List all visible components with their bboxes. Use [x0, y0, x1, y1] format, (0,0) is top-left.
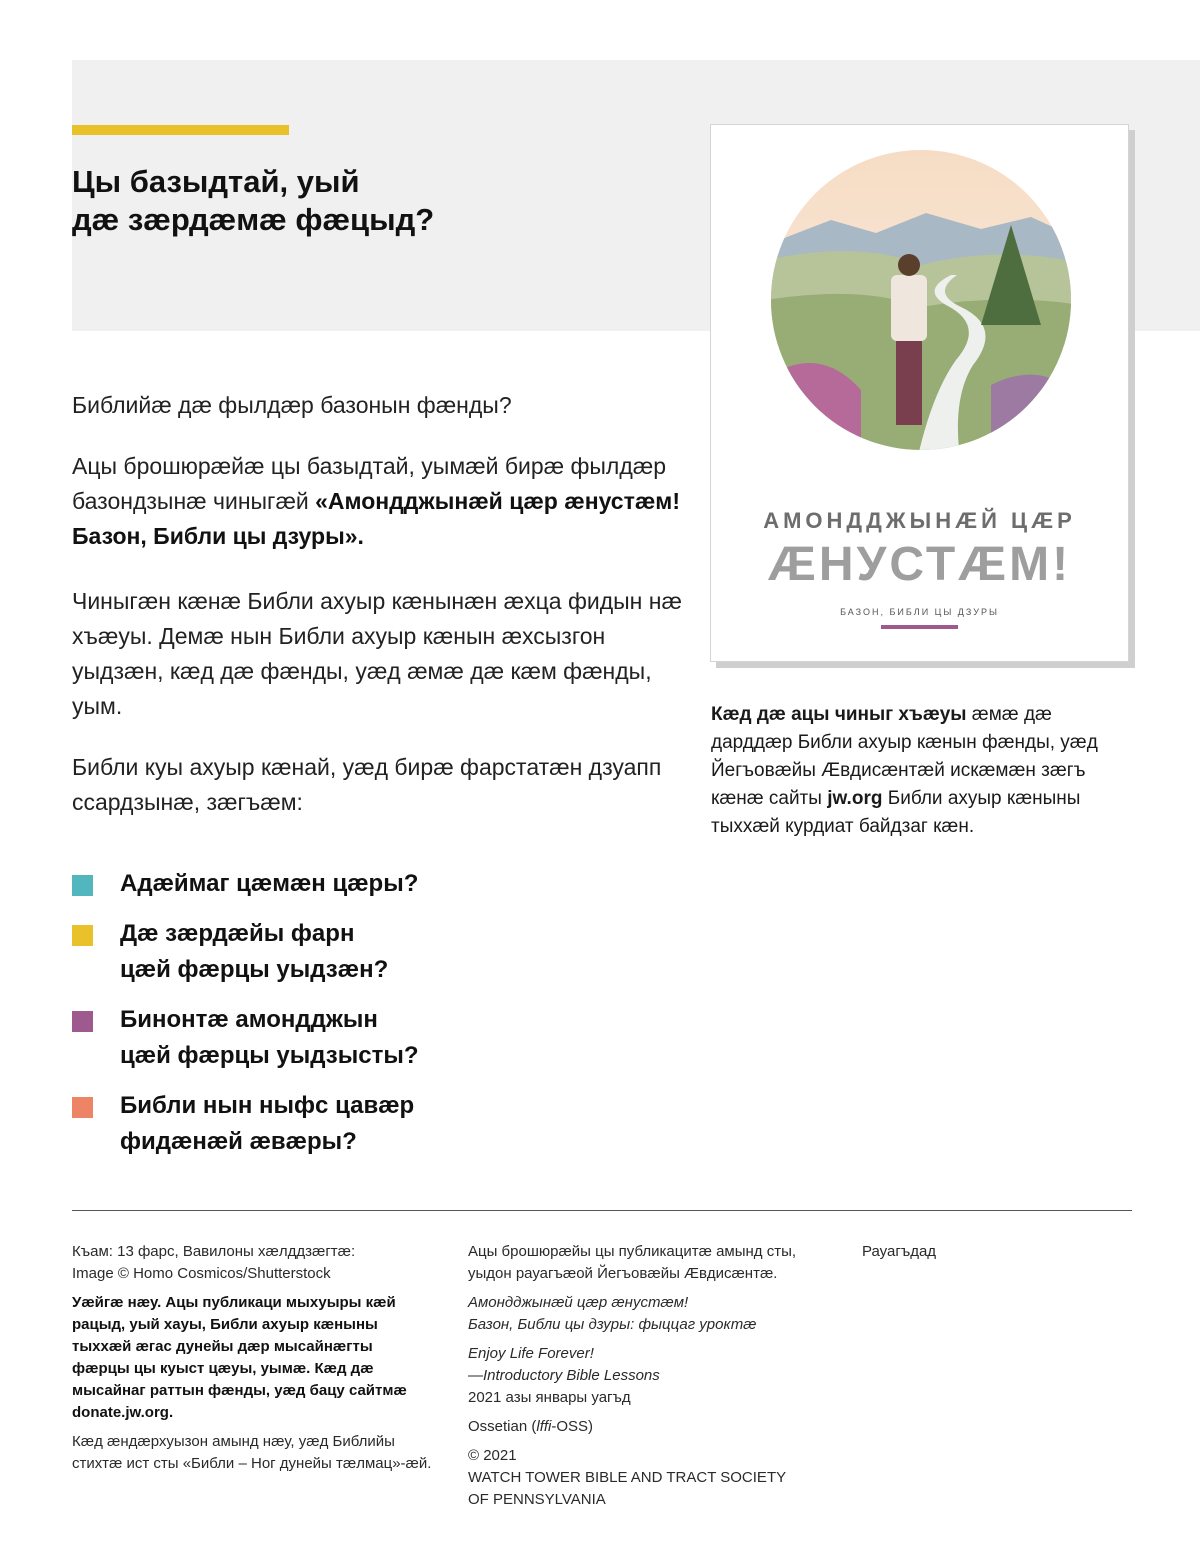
footer-column-2 [468, 1241, 838, 1518]
intro-paragraph-2 [72, 449, 682, 554]
bullet-square-icon [72, 875, 93, 896]
side-note [711, 701, 1131, 841]
footer-column-3 [862, 1241, 1062, 1270]
intro-text [72, 388, 682, 846]
book-cover [710, 124, 1129, 662]
list-item [72, 916, 692, 988]
bullet-square-icon [72, 1011, 93, 1032]
intro-paragraph-1: Библийæ дæ фылдæр базонын фæнды? [72, 392, 512, 418]
image-credit [72, 1241, 432, 1285]
publisher-note: Ацы брошюрæйы цы публикацитæ амынд сты, уыдон рауагъæой Йегъовæйы Æвдисæнтæ. [468, 1243, 797, 1282]
intro-p2-text: Ацы брошюрæйæ цы базыдтай, уымæй бирæ фылдæр базондзынæ чиныгæй [72, 453, 667, 514]
intro-paragraph-4: Библи куы ахуыр кæнай, уæд бирæ фарстатæн дзуапп ссардзынæ, зæгъæм: [72, 754, 662, 815]
bullet-square-icon [72, 1097, 93, 1118]
list-item [72, 1002, 692, 1074]
publisher-label: Рауагъдад [862, 1243, 937, 1260]
image-credit-line-2: Image © Homo Cosmicos/Shutterstock [72, 1265, 331, 1282]
copyright [468, 1445, 838, 1511]
language-prefix: Ossetian ( [468, 1418, 537, 1435]
side-note-bold: Кæд дæ ацы чиныг хъæуы [711, 704, 967, 725]
footer-column-1 [72, 1241, 432, 1482]
language-code [468, 1416, 838, 1438]
language-code-value: lffi [536, 1418, 552, 1435]
book-title-en-line-1: Enjoy Life Forever! [468, 1345, 594, 1362]
translation-note: Кæд æндæрхуызон амынд нæу, уæд Библийы стихтæ ист сты «Библи – Ног дунейы тæлмац»-æй. [72, 1433, 432, 1472]
footer-divider [72, 1210, 1132, 1211]
question-list [72, 866, 692, 1174]
intro-paragraph-3: Чиныгæн кæнæ Библи ахуыр кæнынæн æхца фидын нæ хъæуы. Демæ нын Библи ахуыр кæнын æхсызгон уыдзæн, кæд дæ фæнды, уæд æмæ дæ кæм фæнды, уым. [72, 588, 682, 719]
bullet-square-icon [72, 925, 93, 946]
cover-subtitle: БАЗОН, БИБЛИ ЦЫ ДЗУРЫ [840, 607, 999, 617]
book-title-bold: «Амондджынæй цæр æнустæм! Базон, Библи цы дзуры». [72, 488, 680, 549]
title-line-1: Цы базыдтай, уый [72, 164, 360, 199]
edition-note: 2021 азы январы уагъд [468, 1389, 631, 1406]
list-item [72, 866, 692, 902]
cover-title-line-2: ÆНУСТÆМ! [767, 538, 1072, 591]
book-title-english [468, 1343, 838, 1409]
copyright-year: © 2021 [468, 1447, 517, 1464]
side-note-text-2: Библи ахуыр кæныны тыххæй курдиат байдзаг кæн. [711, 788, 1081, 837]
image-credit-line-1: Къам: 13 фарс, Вавилоны хæлддзæгтæ: [72, 1243, 356, 1260]
question-text: Бинонтæ амондджын цæй фæрцы уыдзысты? [120, 1006, 419, 1069]
title-line-2: дæ зæрдæмæ фæцыд? [72, 202, 435, 237]
page-title [72, 163, 632, 239]
donation-note: Уæйгæ нæу. Ацы публикаци мыхуыры кæй рацыд, уый хауы, Библи ахуыр кæныны тыххæй æгас дунейы дæр мысайнæгты фæрцы цы куыст цæуы, уымæ. Кæд дæ мысайнаг раттын фæнды, уæд бацу сайтмæ donate.jw.org. [72, 1294, 407, 1421]
book-title-os-line-2: Базон, Библи цы дзуры: фыццаг уроктæ [468, 1316, 757, 1333]
question-text: Дæ зæрдæйы фарн цæй фæрцы уыдзæн? [120, 920, 389, 983]
book-title-ossetian [468, 1292, 838, 1336]
book-title-os-line-1: Амондджынæй цæр æнустæм! [468, 1294, 689, 1311]
cover-accent-bar [881, 625, 958, 629]
question-text: Адæймаг цæмæн цæры? [120, 870, 419, 897]
book-title-en-line-2: —Introductory Bible Lessons [468, 1367, 660, 1384]
question-text: Библи нын ныфс цавæр фидæнæй æвæры? [120, 1092, 415, 1155]
copyright-owner-2: OF PENNSYLVANIA [468, 1491, 606, 1508]
accent-bar [72, 125, 289, 135]
list-item [72, 1088, 692, 1160]
side-note-text-1: æмæ дæ дарддæр Библи ахуыр кæнын фæнды, уæд Йегъовæйы Æвдисæнтæй искæмæн зæгъ кæнæ сайты [711, 704, 1098, 809]
cover-title-line-1: АМОНДДЖЫНÆЙ ЦÆР [763, 508, 1076, 533]
website-link[interactable]: jw.org [827, 788, 883, 809]
language-suffix: -OSS) [551, 1418, 594, 1435]
copyright-owner-1: WATCH TOWER BIBLE AND TRACT SOCIETY [468, 1469, 787, 1486]
